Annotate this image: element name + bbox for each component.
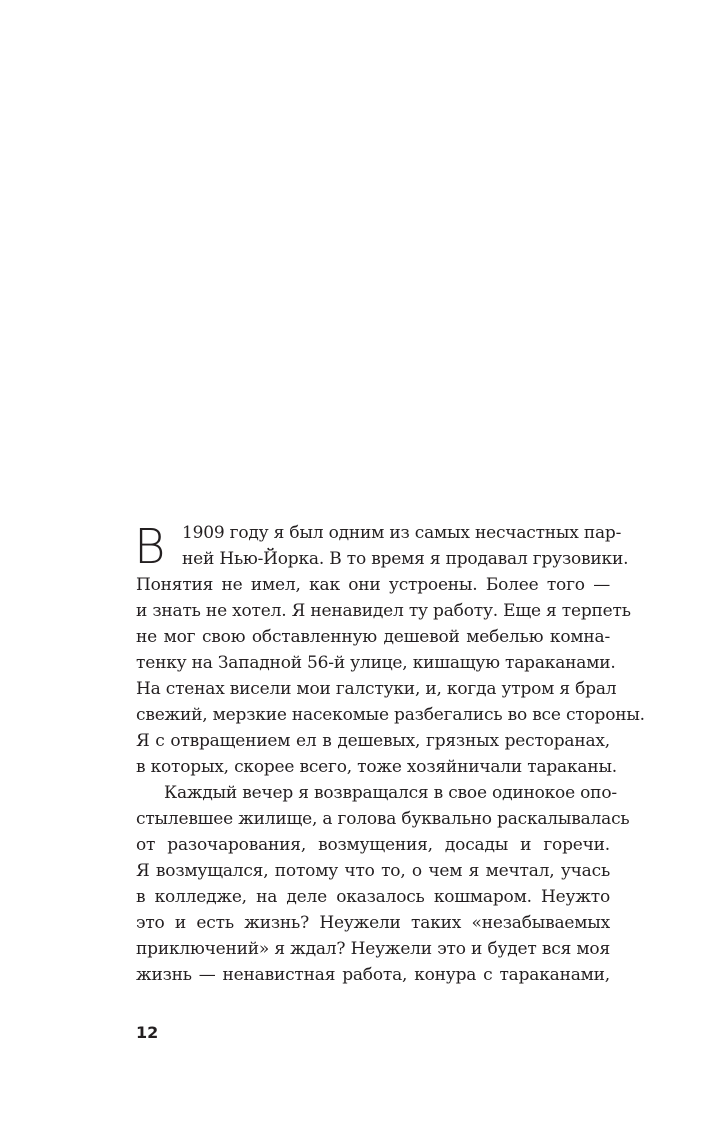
text-line: это и есть жизнь? Неужели таких «незабываемых [136, 913, 610, 933]
text-line: Каждый вечер я возвращался в свое одинокое опо- [164, 783, 617, 803]
text-line: в которых, скорее всего, тоже хозяйничали тараканы. [136, 757, 618, 777]
first-paragraph [134, 519, 645, 780]
text-line: Понятия не имел, как они устроены. Более того — [136, 575, 610, 595]
drop-cap: В [134, 519, 166, 575]
text-line: жизнь — ненавистная работа, конура с тараканами, [136, 965, 610, 985]
text-line: Я возмущался, потому что то, о чем я мечтал, учась [136, 861, 610, 881]
text-line: На стенах висели мои галстуки, и, когда утром я брал [136, 679, 617, 699]
second-paragraph [136, 780, 630, 988]
body-text [134, 519, 645, 988]
text-line: стылевшее жилище, а голова буквально раскалывалась [136, 809, 630, 829]
text-line: в колледже, на деле оказалось кошмаром. Неужто [136, 887, 610, 907]
text-line: от разочарования, возмущения, досады и горечи. [136, 835, 610, 855]
text-line: 1909 году я был одним из самых несчастных пар- [182, 523, 622, 543]
text-line: тенку на Западной 56-й улице, кишащую тараканами. [136, 653, 616, 673]
text-line: свежий, мерзкие насекомые разбегались во все стороны. [136, 705, 645, 725]
text-line: не мог свою обставленную дешевой мебелью комна- [136, 627, 610, 647]
page-number: 12 [136, 1023, 159, 1042]
text-line: приключений» я ждал? Неужели это и будет вся моя [136, 939, 610, 959]
text-line: Я с отвращением ел в дешевых, грязных ресторанах, [136, 731, 610, 751]
text-line: и знать не хотел. Я ненавидел ту работу. Еще я терпеть [136, 601, 631, 621]
text-line: ней Нью-Йорка. В то время я продавал грузовики. [182, 549, 629, 569]
